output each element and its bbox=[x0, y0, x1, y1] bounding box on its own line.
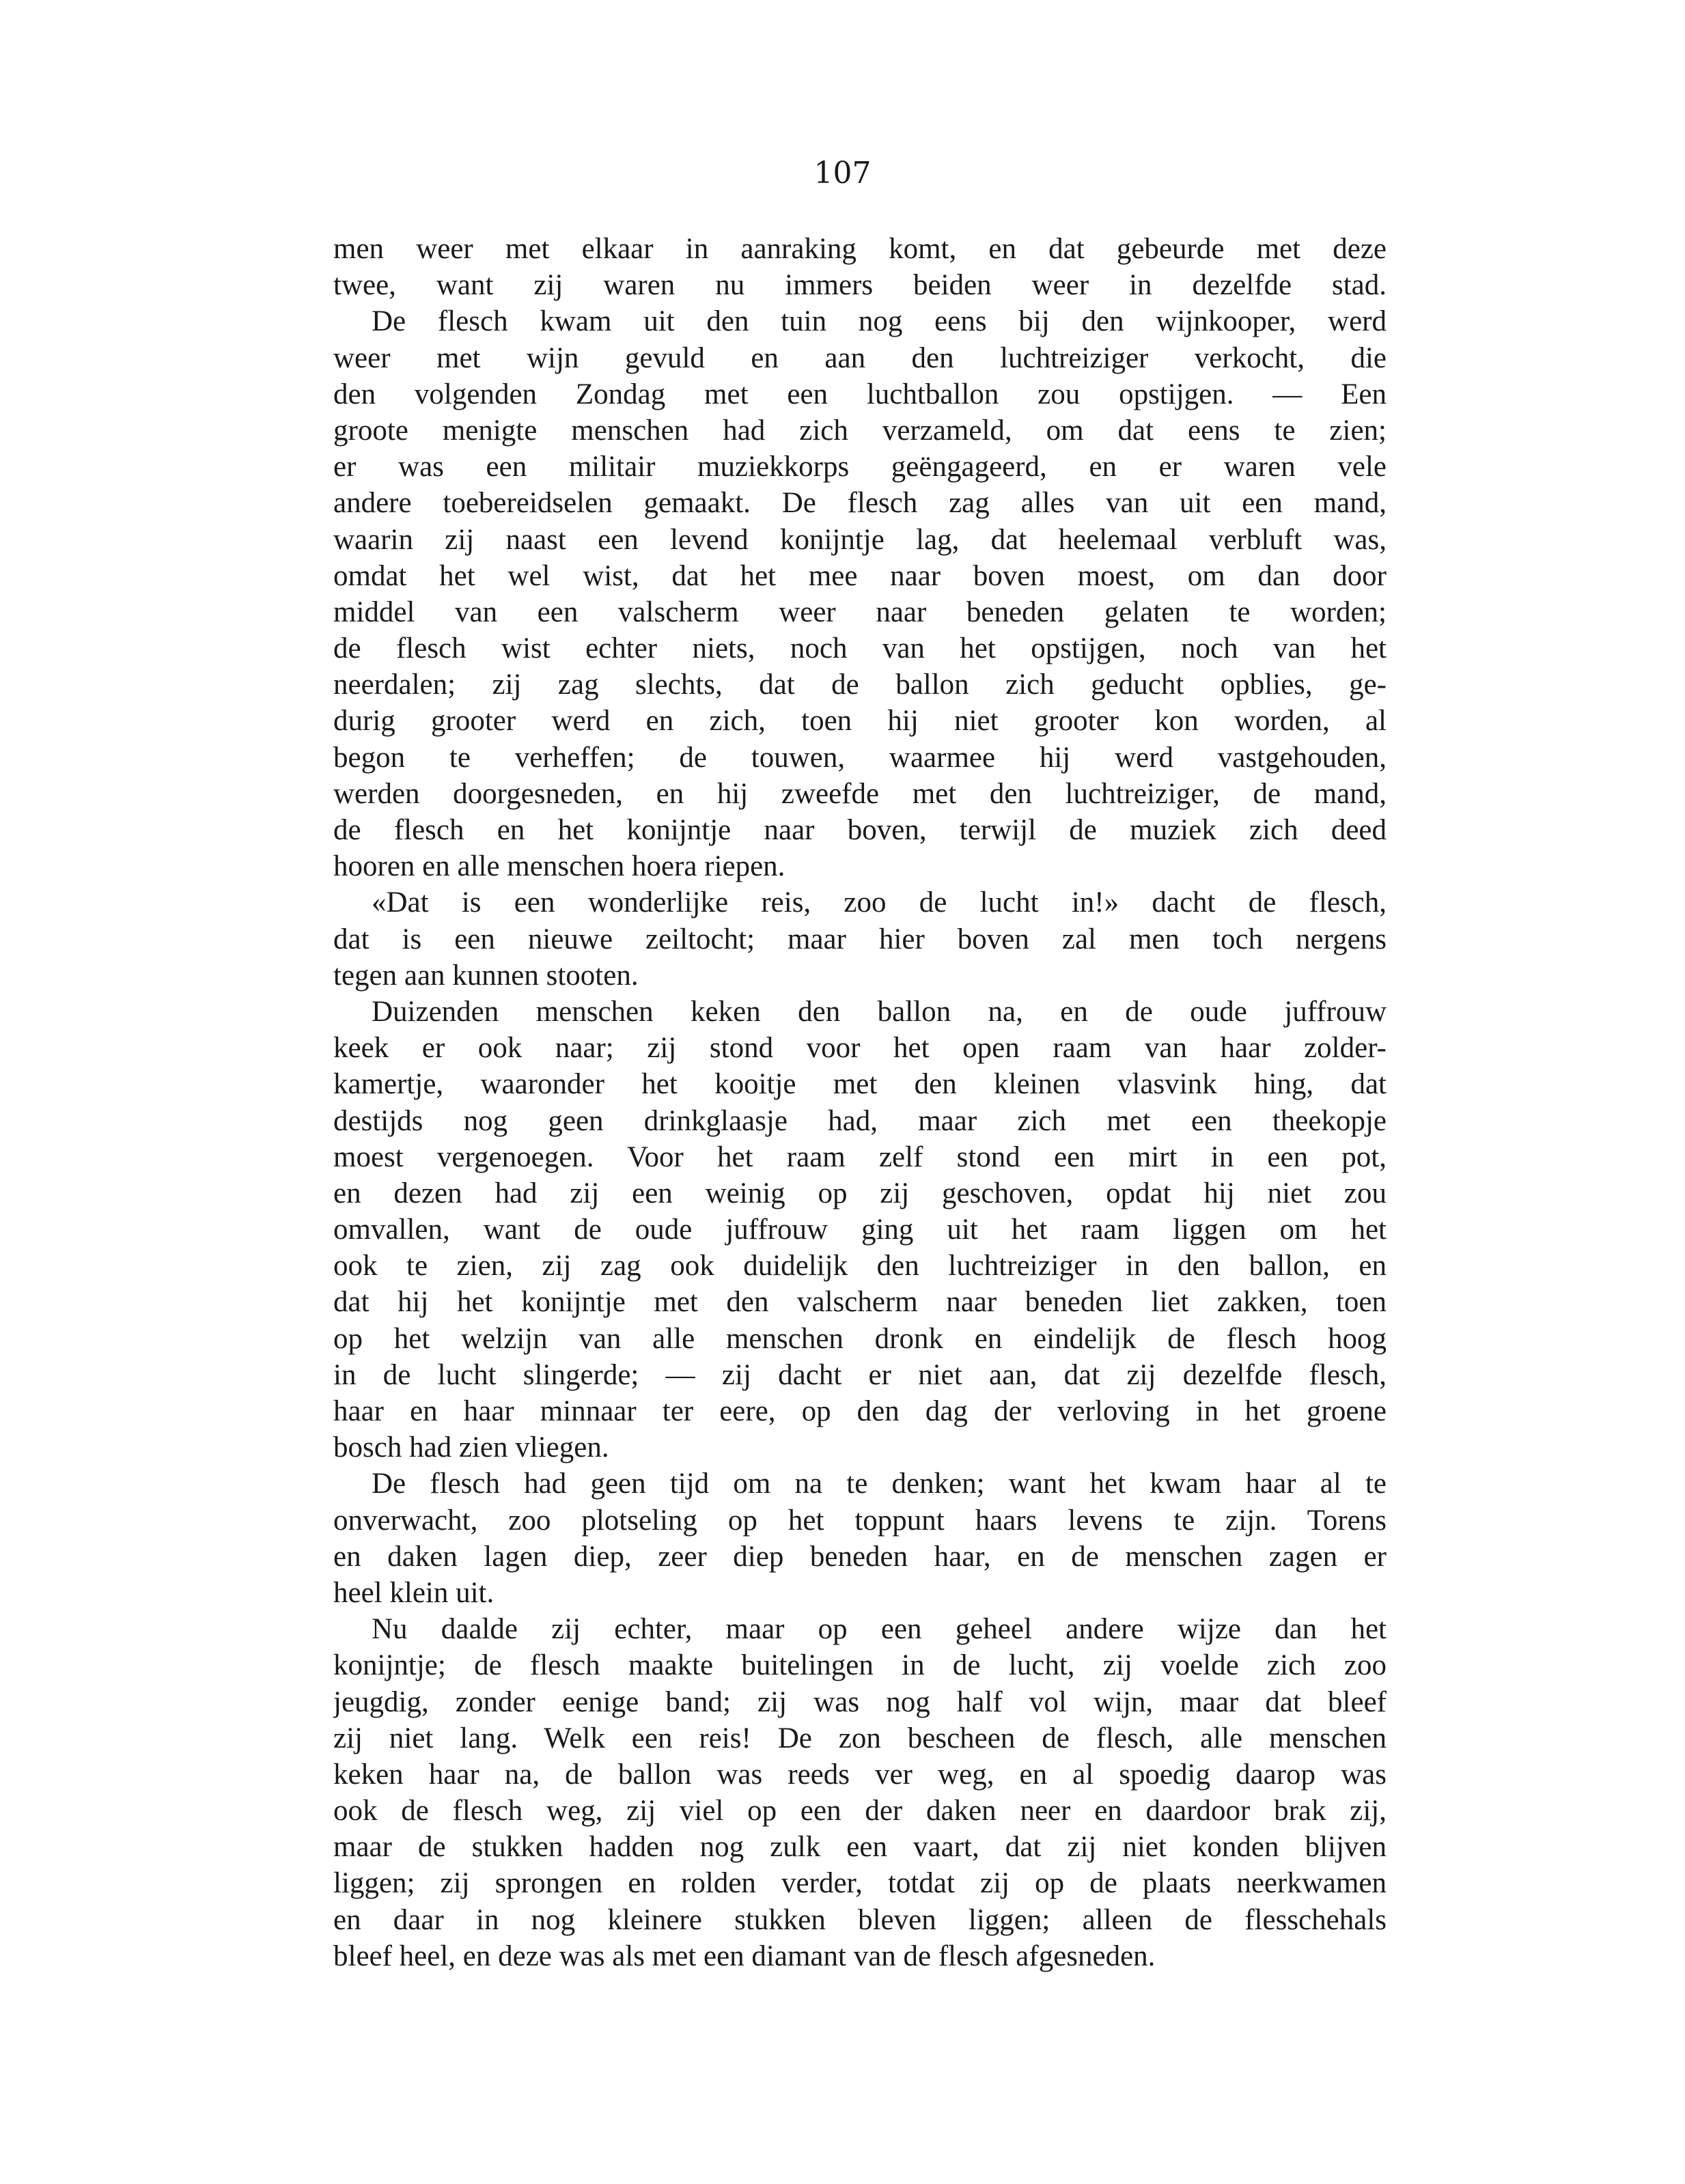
text-line: en dezen had zij een weinig op zij geschoven, opdat hij niet zou bbox=[333, 1177, 1387, 1209]
text-line: dat is een nieuwe zeiltocht; maar hier boven zal men toch nergens bbox=[333, 923, 1387, 955]
text-line: tegen aan kunnen stooten. bbox=[333, 959, 639, 992]
text-line: Duizenden menschen keken den ballon na, en de oude juffrouw bbox=[372, 995, 1387, 1028]
text-line: middel van een valscherm weer naar beneden gelaten te worden; bbox=[333, 596, 1387, 628]
text-line: de flesch en het konijntje naar boven, terwijl de muziek zich deed bbox=[333, 814, 1387, 846]
text-line: er was een militair muziekkorps geëngageerd, en er waren vele bbox=[333, 451, 1387, 484]
text-line: ook te zien, zij zag ook duidelijk den luchtreiziger in den ballon, en bbox=[333, 1250, 1387, 1283]
text-line: «Dat is een wonderlijke reis, zoo de lucht in!» dacht de flesch, bbox=[372, 886, 1387, 919]
text-line: dat hij het konijntje met den valscherm naar beneden liet zakken, toen bbox=[333, 1286, 1387, 1319]
text-line: op het welzijn van alle menschen dronk en eindelijk de flesch hoog bbox=[333, 1322, 1387, 1355]
text-line: in de lucht slingerde; — zij dacht er niet aan, dat zij dezelfde flesch, bbox=[333, 1358, 1387, 1391]
page-number: 107 bbox=[813, 156, 872, 191]
paragraph bbox=[333, 884, 1387, 994]
paragraph bbox=[333, 231, 1387, 303]
text-line: werden doorgesneden, en hij zweefde met den luchtreiziger, de mand, bbox=[333, 777, 1387, 810]
text-line: omvallen, want de oude juffrouw ging uit het raam liggen om het bbox=[333, 1214, 1387, 1246]
paragraph bbox=[333, 1611, 1387, 1974]
text-line: maar de stukken hadden nog zulk een vaart, dat zij niet konden blijven bbox=[333, 1831, 1387, 1864]
text-line: groote menigte menschen had zich verzameld, om dat eens te zien; bbox=[333, 414, 1387, 447]
text-line: jeugdig, zonder eenige band; zij was nog half vol wijn, maar dat bleef bbox=[333, 1685, 1387, 1718]
text-line: liggen; zij sprongen en rolden verder, totdat zij op de plaats neerkwamen bbox=[333, 1867, 1387, 1900]
text-line: twee, want zij waren nu immers beiden weer in dezelfde stad. bbox=[333, 269, 1387, 302]
text-line: haar en haar minnaar ter eere, op den dag der verloving in het groene bbox=[333, 1395, 1387, 1427]
text-line: zij niet lang. Welk een reis! De zon bescheen de flesch, alle menschen bbox=[333, 1722, 1387, 1754]
text-line: den volgenden Zondag met een luchtballon zou opstijgen. — Een bbox=[333, 378, 1387, 410]
text-line: keek er ook naar; zij stond voor het open raam van haar zolder- bbox=[333, 1032, 1387, 1065]
text-line: men weer met elkaar in aanraking komt, en dat gebeurde met deze bbox=[333, 233, 1387, 265]
text-line: andere toebereidselen gemaakt. De flesch zag alles van uit een mand, bbox=[333, 487, 1387, 520]
text-line: bosch had zien vliegen. bbox=[333, 1431, 609, 1464]
text-line: keken haar na, de ballon was reeds ver weg, en al spoedig daarop was bbox=[333, 1758, 1387, 1791]
text-line: ook de flesch weg, zij viel op een der daken neer en daardoor brak zij, bbox=[333, 1795, 1387, 1828]
text-line: de flesch wist echter niets, noch van het opstijgen, noch van het bbox=[333, 632, 1387, 665]
text-line: neerdalen; zij zag slechts, dat de ballon zich geducht opblies, ge- bbox=[333, 669, 1387, 701]
body-text bbox=[333, 231, 1387, 1974]
text-line: omdat het wel wist, dat het mee naar boven moest, om dan door bbox=[333, 559, 1387, 592]
text-line: en daar in nog kleinere stukken bleven liggen; alleen de flesschehals bbox=[333, 1903, 1387, 1936]
text-line: onverwacht, zoo plotseling op het toppunt haars levens te zijn. Torens bbox=[333, 1504, 1387, 1537]
text-line: kamertje, waaronder het kooitje met den kleinen vlasvink hing, dat bbox=[333, 1068, 1387, 1101]
text-line: hooren en alle menschen hoera riepen. bbox=[333, 850, 785, 883]
paragraph bbox=[333, 994, 1387, 1466]
text-line: Nu daalde zij echter, maar op een geheel andere wijze dan het bbox=[372, 1613, 1387, 1646]
text-line: heel klein uit. bbox=[333, 1576, 495, 1609]
paragraph bbox=[333, 1466, 1387, 1611]
text-line: De flesch kwam uit den tuin nog eens bij den wijnkooper, werd bbox=[372, 305, 1387, 338]
text-line: bleef heel, en deze was als met een diamant van de flesch afgesneden. bbox=[333, 1940, 1156, 1972]
text-line: en daken lagen diep, zeer diep beneden haar, en de menschen zagen er bbox=[333, 1540, 1387, 1573]
text-line: destijds nog geen drinkglaasje had, maar zich met een theekopje bbox=[333, 1104, 1387, 1137]
text-line: De flesch had geen tijd om na te denken; want het kwam haar al te bbox=[372, 1468, 1387, 1500]
paragraph bbox=[333, 303, 1387, 884]
text-line: konijntje; de flesch maakte buitelingen in de lucht, zij voelde zich zoo bbox=[333, 1649, 1387, 1682]
text-line: begon te verheffen; de touwen, waarmee hij werd vastgehouden, bbox=[333, 741, 1387, 774]
text-line: durig grooter werd en zich, toen hij niet grooter kon worden, al bbox=[333, 705, 1387, 738]
text-line: weer met wijn gevuld en aan den luchtreiziger verkocht, die bbox=[333, 341, 1387, 374]
text-line: moest vergenoegen. Voor het raam zelf stond een mirt in een pot, bbox=[333, 1140, 1387, 1173]
text-line: waarin zij naast een levend konijntje lag, dat heelemaal verbluft was, bbox=[333, 523, 1387, 556]
